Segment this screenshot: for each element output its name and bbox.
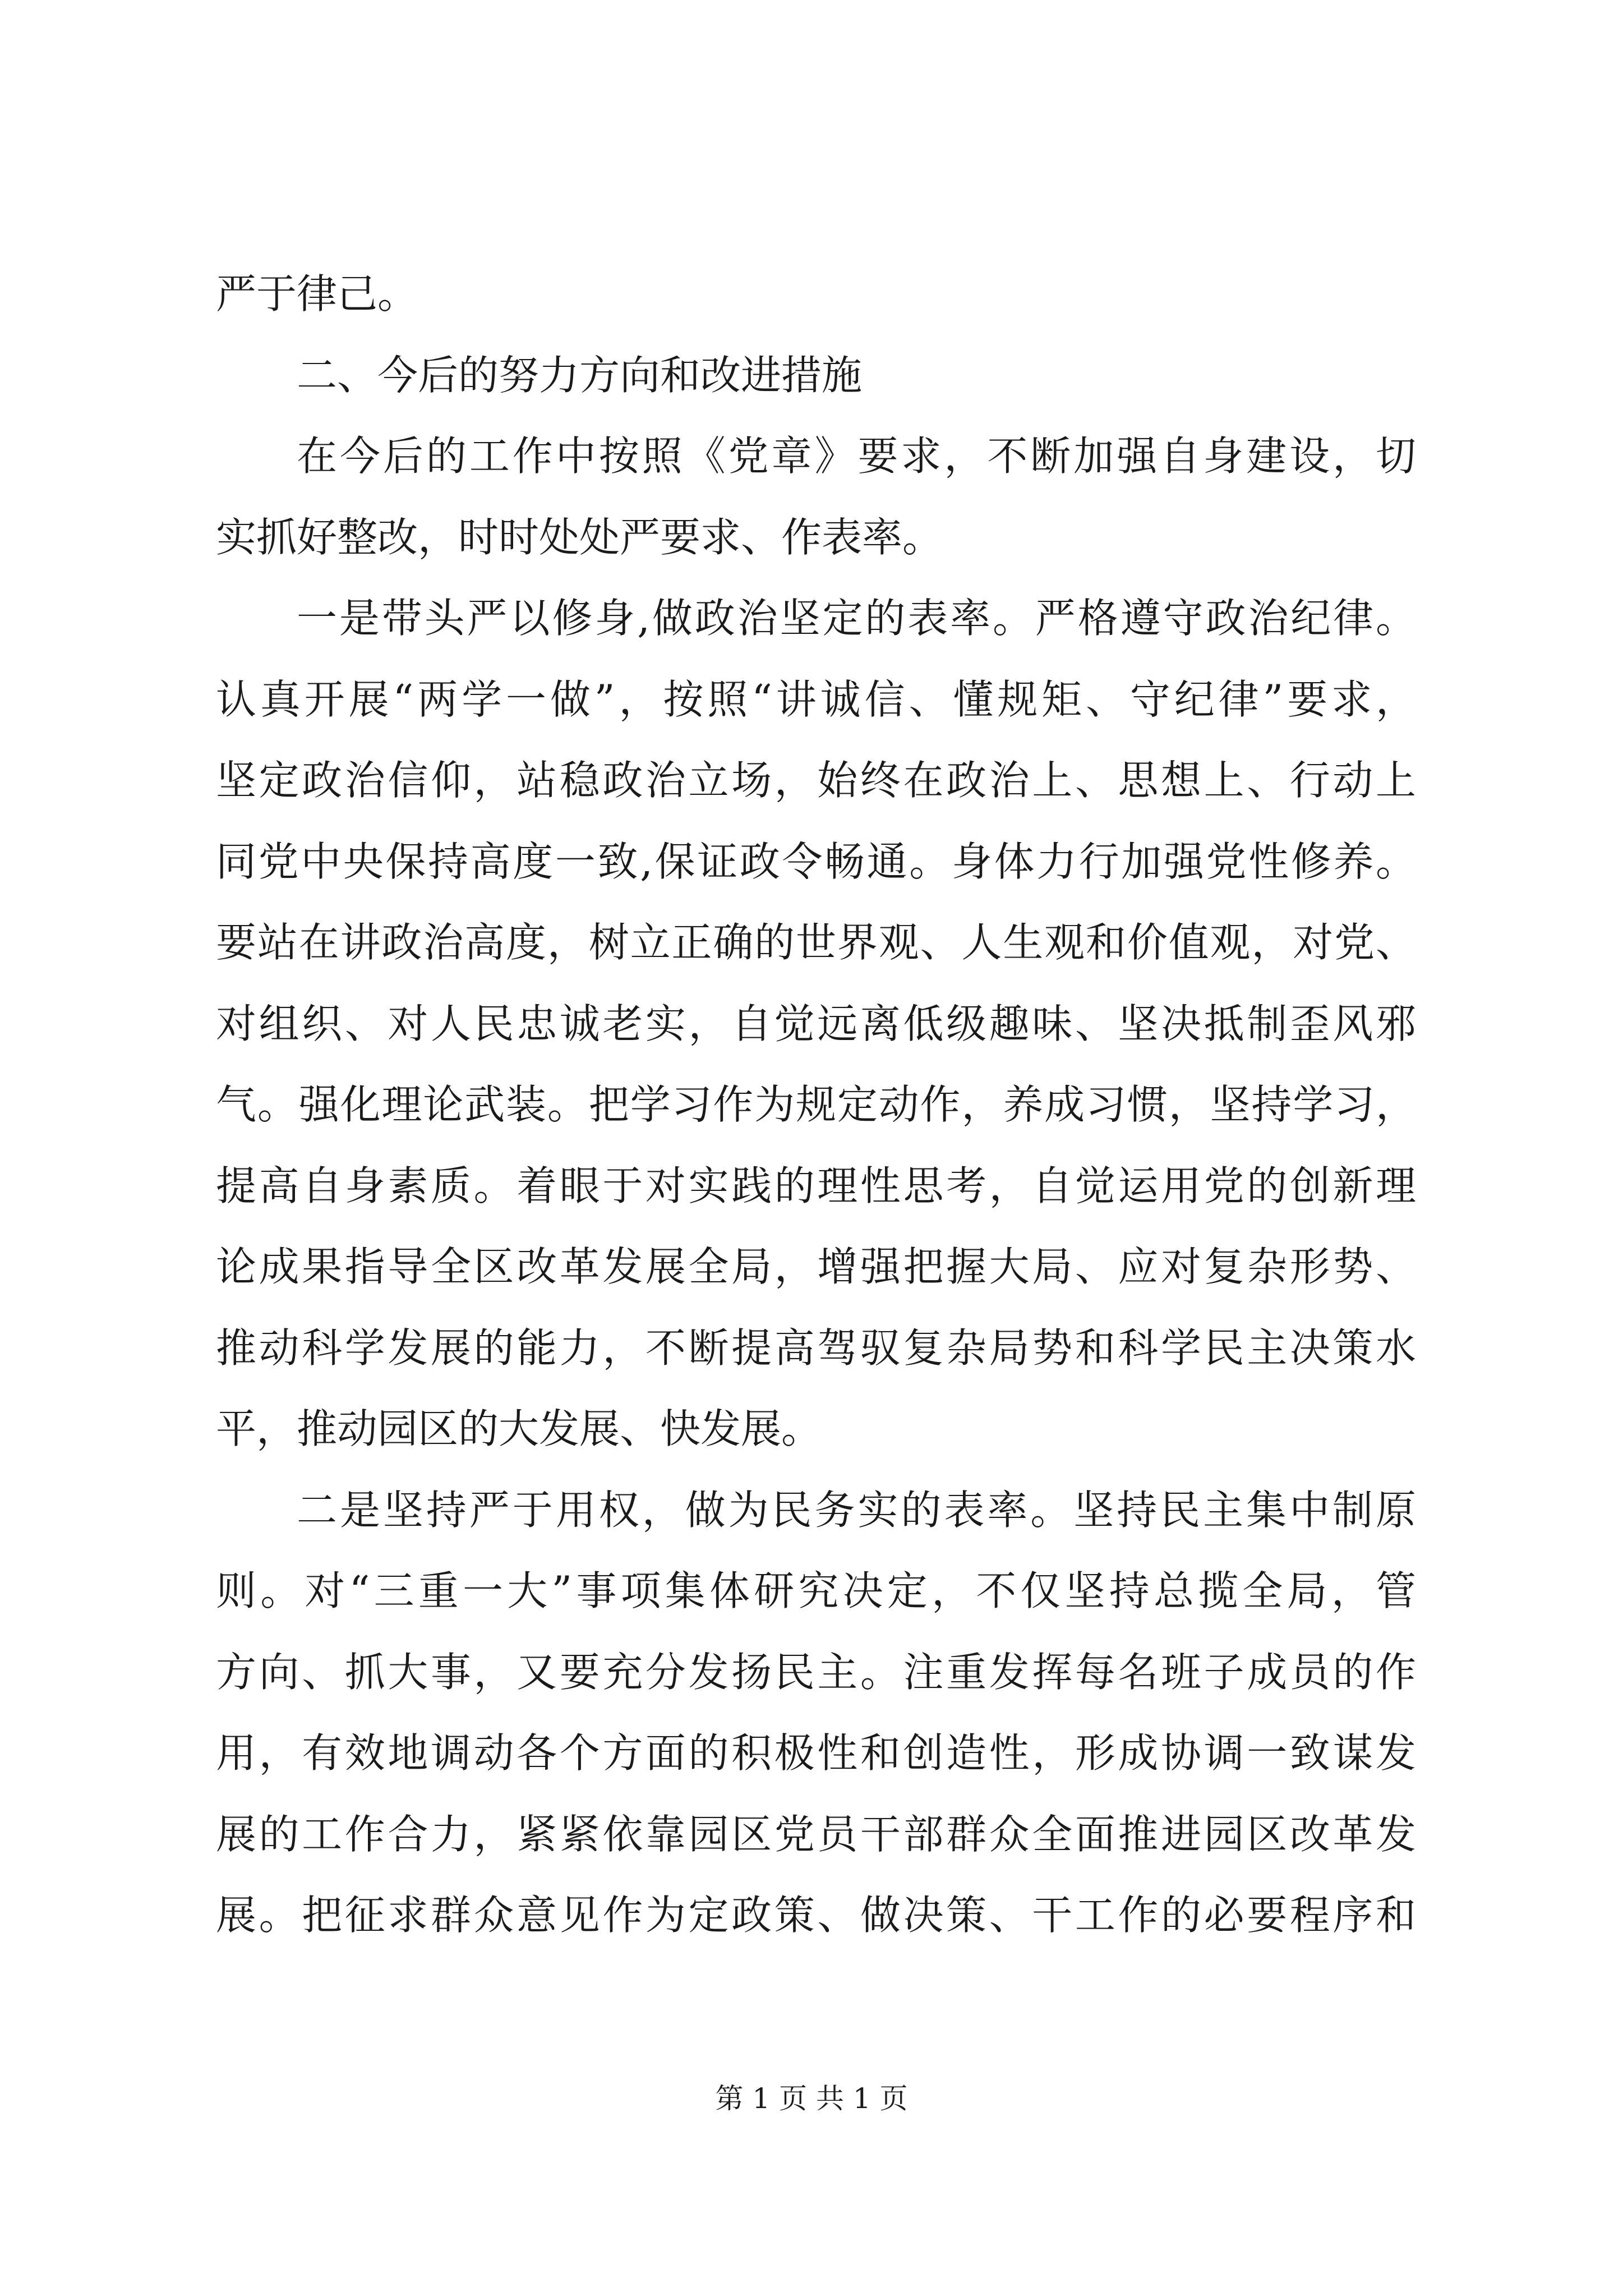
text-line: 严于律己。 xyxy=(216,270,418,318)
text-line: 一是带头严以修身,做政治坚定的表率。严格遵守政治纪律。 xyxy=(297,595,1416,642)
text-line: 论成果指导全区改革发展全局，增强把握大局、应对复杂形势、 xyxy=(216,1243,1416,1290)
text-line: 用，有效地调动各个方面的积极性和创造性，形成协调一致谋发 xyxy=(216,1729,1416,1777)
document-body xyxy=(216,254,1416,1956)
text-line: 对组织、对人民忠诚老实，自觉远离低级趣味、坚决抵制歪风邪 xyxy=(216,1000,1416,1047)
text-line: 同党中央保持高度一致,保证政令畅通。身体力行加强党性修养。 xyxy=(216,838,1416,885)
section-heading: 二、今后的努力方向和改进措施 xyxy=(297,351,863,399)
text-line: 要站在讲政治高度，树立正确的世界观、人生观和价值观，对党、 xyxy=(216,919,1416,966)
text-line: 提高自身素质。着眼于对实践的理性思考，自觉运用党的创新理 xyxy=(216,1162,1416,1209)
text-line: 平，推动园区的大发展、快发展。 xyxy=(216,1405,822,1452)
text-line: 坚定政治信仰，站稳政治立场，始终在政治上、思想上、行动上 xyxy=(216,757,1416,804)
text-line: 在今后的工作中按照《党章》要求，不断加强自身建设，切 xyxy=(297,432,1416,480)
text-line: 气。强化理论武装。把学习作为规定动作，养成习惯，坚持学习， xyxy=(216,1081,1416,1128)
text-line: 二是坚持严于用权，做为民务实的表率。坚持民主集中制原 xyxy=(297,1486,1416,1534)
text-line: 认真开展“两学一做”，按照“讲诚信、懂规矩、守纪律”要求， xyxy=(216,675,1416,723)
text-line: 则。对“三重一大”事项集体研究决定，不仅坚持总揽全局，管 xyxy=(216,1567,1416,1614)
text-line: 方向、抓大事，又要充分发扬民主。注重发挥每名班子成员的作 xyxy=(216,1648,1416,1696)
text-line: 展的工作合力，紧紧依靠园区党员干部群众全面推进园区改革发 xyxy=(216,1810,1416,1858)
text-line: 推动科学发展的能力，不断提高驾驭复杂局势和科学民主决策水 xyxy=(216,1324,1416,1372)
text-line: 实抓好整改，时时处处严要求、作表率。 xyxy=(216,513,943,561)
page-footer: 第 1 页 共 1 页 xyxy=(715,2082,908,2115)
text-line: 展。把征求群众意见作为定政策、做决策、干工作的必要程序和 xyxy=(216,1892,1416,1939)
